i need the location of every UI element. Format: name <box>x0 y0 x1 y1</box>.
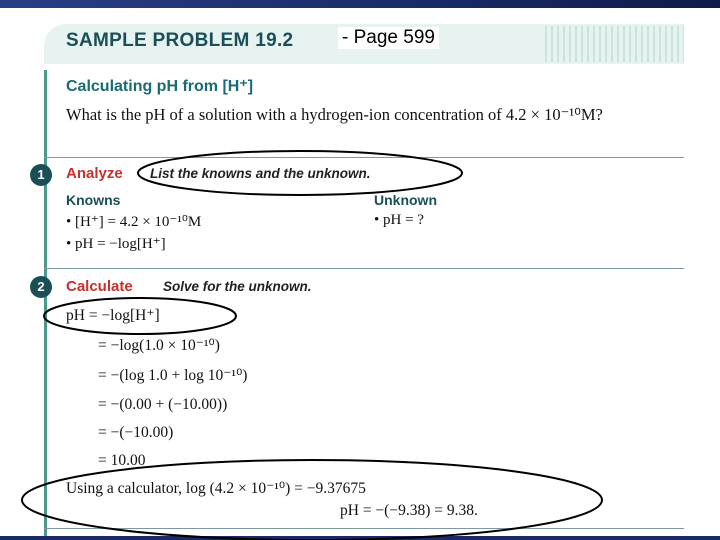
sample-problem-title: SAMPLE PROBLEM 19.2 <box>66 30 294 51</box>
step-1-badge: 1 <box>30 164 52 186</box>
step-2-name: Calculate <box>66 278 133 295</box>
page-reference: - Page 599 <box>338 27 439 49</box>
step-1-name: Analyze <box>66 165 123 182</box>
unknown-heading: Unknown <box>374 192 437 208</box>
equation-line: = −log(1.0 × 10⁻¹⁰) <box>98 337 220 354</box>
calculator-line: Using a calculator, log (4.2 × 10⁻¹⁰) = −9.37675 <box>66 480 366 497</box>
section-divider <box>44 528 684 529</box>
step-1-description: List the knowns and the unknown. <box>150 166 371 181</box>
equation-line: = −(log 1.0 + log 10⁻¹⁰) <box>98 367 248 384</box>
equation-line: pH = −log[H⁺] <box>66 307 160 324</box>
equation-line: = −(0.00 + (−10.00)) <box>98 396 228 413</box>
header-stripe-pattern <box>545 26 684 62</box>
knowns-heading: Knowns <box>66 192 121 208</box>
unknown-item: • pH = ? <box>374 212 424 228</box>
slide-top-bar <box>0 0 720 8</box>
slide-bottom-bar <box>0 536 720 540</box>
step-2-description: Solve for the unknown. <box>163 279 312 294</box>
problem-question: What is the pH of a solution with a hydrogen-ion concentration of 4.2 × 10⁻¹⁰M? <box>66 105 603 124</box>
section-divider <box>44 268 684 269</box>
result-line: pH = −(−9.38) = 9.38. <box>340 502 478 519</box>
problem-title: Calculating pH from [H⁺] <box>66 78 254 95</box>
page-left-rule <box>44 70 47 540</box>
equation-line: = −(−10.00) <box>98 424 174 441</box>
section-divider <box>44 157 684 158</box>
step-2-badge: 2 <box>30 276 52 298</box>
slide-left-margin <box>0 8 8 540</box>
equation-line: = 10.00 <box>98 452 146 469</box>
known-item: • pH = −log[H⁺] <box>66 236 166 252</box>
known-item: • [H⁺] = 4.2 × 10⁻¹⁰M <box>66 214 202 230</box>
